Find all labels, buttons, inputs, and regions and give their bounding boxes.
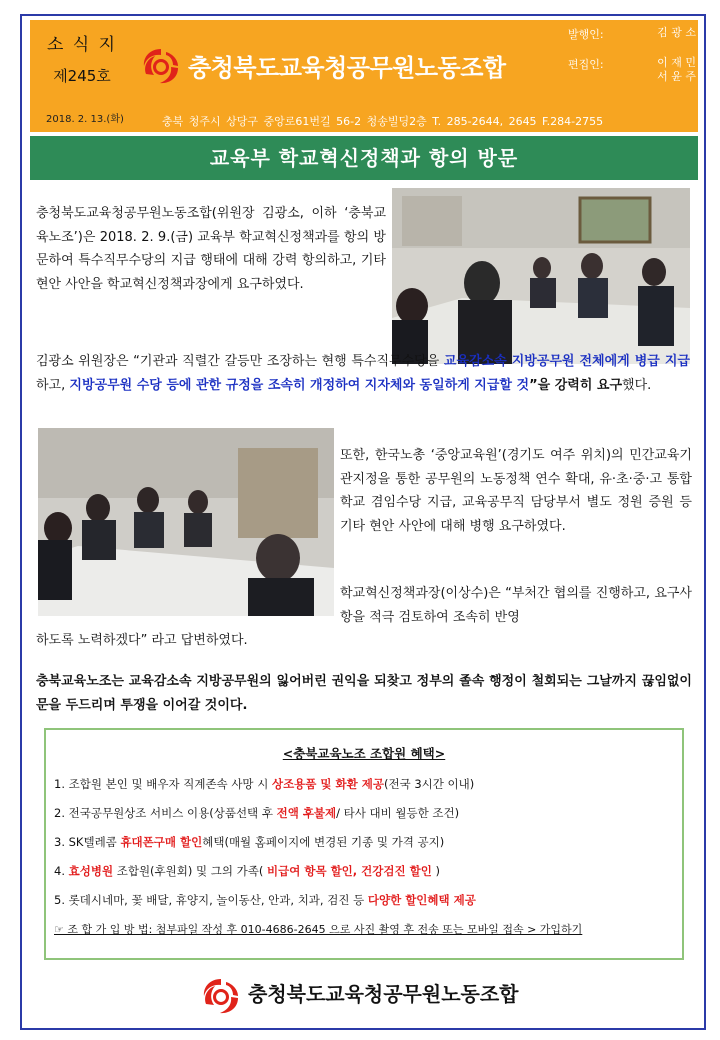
publisher-name: 김 광 소	[657, 26, 696, 39]
union-logo-icon	[140, 46, 182, 86]
org-title: 충청북도교육청공무원노동조합	[188, 54, 506, 82]
benefits-list	[46, 776, 682, 908]
article-paragraph: 학교혁신정책과장(이상수)은 “부처간 협의를 진행하고, 요구사항을 적극 검토하여 조속히 반영	[340, 586, 692, 625]
benefit-item: 5. 롯데시네마, 꽃 배달, 휴양지, 놀이동산, 안과, 치과, 검진 등 다양한 할인혜택 제공	[54, 893, 476, 907]
highlight-text: 강력히 요구	[554, 377, 623, 393]
masthead-info	[568, 26, 696, 88]
benefit-item: 1. 조합원 본인 및 배우자 직계존속 사망 시 상조용품 및 화환 제공(전국 3시간 이내)	[54, 777, 475, 791]
join-instructions: ☞ 조 합 가 입 방 법: 첨부파일 작성 후 010-4686-2645 으로 사진 촬영 후 전송 또는 모바일 접속 > 가입하기	[54, 923, 583, 936]
highlight-text: 교육감소속 지방공무원 전체에게 병급 지급	[443, 354, 690, 369]
meeting-photo	[392, 188, 690, 364]
benefit-item: 4. 효성병원 조합원(후원회) 및 그의 가족( 비급여 항목 할인, 건강검진 할인 )	[54, 864, 440, 878]
issue-name: 소 식 지	[46, 35, 118, 55]
editor-name: 이 재 민	[657, 56, 696, 69]
masthead	[30, 20, 698, 132]
editor-name: 서 윤 주	[657, 70, 696, 83]
issue-number: 제245호	[53, 67, 111, 85]
headline: 교육부 학교혁신정책과 항의 방문	[30, 136, 698, 180]
meeting-photo	[38, 428, 334, 616]
article-paragraph: 하도록 노력하겠다” 라고 답변하였다.	[36, 633, 248, 648]
footer-org-title: 충청북도교육청공무원노동조합	[248, 982, 519, 1006]
union-logo-icon	[200, 976, 242, 1016]
highlight-text: 지방공무원 수당 등에 관한 규정을 조속히 개정하여 지자체와 동일하게 지급할 것	[69, 377, 530, 393]
issue-box	[30, 20, 134, 104]
editor-label: 편집인:	[568, 58, 604, 71]
benefit-item: 2. 전국공무원상조 서비스 이용(상품선택 후 전액 후불제/ 타사 대비 월등한 조건)	[54, 806, 460, 820]
publisher-label: 발행인:	[568, 28, 604, 41]
issue-date: 2018. 2. 13.(화)	[46, 114, 124, 125]
benefits-title: <충북교육노조 조합원 혜택>	[282, 746, 446, 761]
newsletter-frame	[20, 14, 706, 1030]
article-paragraph: 충청북도교육청공무원노동조합(위원장 김광소, 이하 ‘충북교육노조’)은 2018. 2. 9.(금) 교육부 학교혁신정책과를 항의 방문하여 특수직무수당의 지급 행태에 대해 강력 항의하고, 기타 현안 사안을 학교혁신정책과장에게 요구하였다.	[36, 206, 386, 292]
benefit-item: 3. SK텔레콤 휴대폰구매 할인혜택(매월 홈페이지에 변경된 기종 및 가격 공지)	[54, 835, 445, 849]
article-paragraph: 또한, 한국노총 ‘중앙교육원’(경기도 여주 위치)의 민간교육기관지정을 통한 공무원의 노동정책 연수 확대, 유·초·중·고 통합학교 겸임수당 지급, 교육공무직 담당부서 별도 정원 증원 등 기타 현안 사안에 대해 병행 요구하였다.	[340, 448, 692, 534]
article-paragraph: 김광소 위원장은 “기관과 직렬간 갈등만 조장하는 현행 특수직무수당을 교육감소속 지방공무원 전체에게 병급 지급하고, 지방공무원 수당 등에 관한 규정을 조속히 개정하여 지자체와 동일하게 지급할 것”을 강력히 요구했다.	[36, 354, 690, 393]
contact-address: 충북 청주시 상당구 중앙로61번길 56-2 청송빌딩2층 T. 285-2644, 2645 F.284-2755	[162, 115, 604, 128]
member-benefits-box	[44, 728, 684, 960]
article-conclusion: 충북교육노조는 교육감소속 지방공무원의 잃어버린 권익을 되찾고 정부의 졸속 행정이 철회되는 그날까지 끊임없이 문을 두드리며 투쟁을 이어갈 것이다.	[36, 674, 692, 713]
